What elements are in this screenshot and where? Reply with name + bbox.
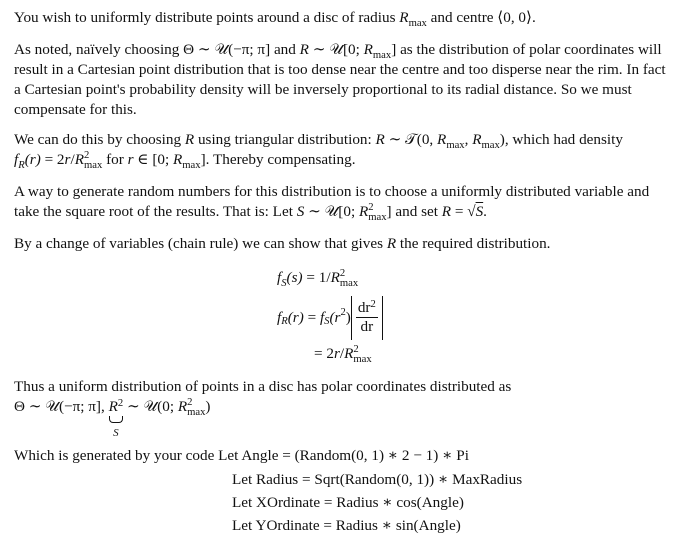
triangular-paragraph: We can do this by choosing R using triangular distribution: R ∼ 𝒯(0, $R_{max}$, $R_{max}$), which had density $f_R(r) = 2r/R$ 2 max for r ∈ [0; $R_{max}$]. Thereby compensating. — [14, 131, 623, 171]
code-line-3: Let XOrdinate = Radius ∗ cos(Angle) — [232, 494, 464, 511]
equation-fr-chain: f $_R$ (r) = f $_S$ (r $^2$ ) $\frac{dr^2}{dr}$ — [277, 295, 383, 341]
conclusion-paragraph: Thus a uniform distribution of points in a disc has polar coordinates distributed as Θ ∼ 𝒰(−π; π], $R^2$ S ∼ 𝒰(0; R 2 max ) — [14, 378, 512, 439]
intro-paragraph: You wish to uniformly distribute points around a disc of radius $R_{max}$ and centre ⟨0, 0⟩. — [14, 9, 536, 29]
change-of-variables-paragraph: By a change of variables (chain rule) we can show that gives R the required distribution. — [14, 235, 551, 252]
naive-choice-paragraph: As noted, naïvely choosing Θ ∼ 𝒰(−π; π] and R ∼ 𝒰[0; $R_{max}$] as the distribution of polar coordinates will result in a Cartesian point distribution that is too dense near the centre and too disperse near the rim. In fact a Cartesian point's probability density will be inversely proportional to its radial distance. So we must compensate for this. — [14, 41, 666, 118]
code-line-4: Let YOrdinate = Radius ∗ sin(Angle) — [232, 517, 461, 534]
sqrt-paragraph: A way to generate random numbers for this distribution is to choose a uniformly distributed variable and take the square root of the results. That is: Let S ∼ 𝒰[0; R 2 max ] and set R = √S. — [14, 183, 650, 223]
equation-fs: $f_S(s) = 1/R$ 2 max — [277, 267, 359, 289]
equation-result: = 2r/R 2 max — [314, 343, 372, 365]
code-intro-line: Which is generated by your code Let Angle = (Random(0, 1) ∗ 2 − 1) ∗ Pi — [14, 447, 469, 464]
code-line-2: Let Radius = Sqrt(Random(0, 1)) ∗ MaxRadius — [232, 471, 523, 488]
abs-derivative: $\frac{dr^2}{dr}$ — [351, 296, 383, 340]
underbrace-r-squared: $R^2$ S — [108, 397, 124, 439]
code-line-1: Let Angle = (Random(0, 1) ∗ 2 − 1) ∗ Pi — [218, 447, 469, 464]
